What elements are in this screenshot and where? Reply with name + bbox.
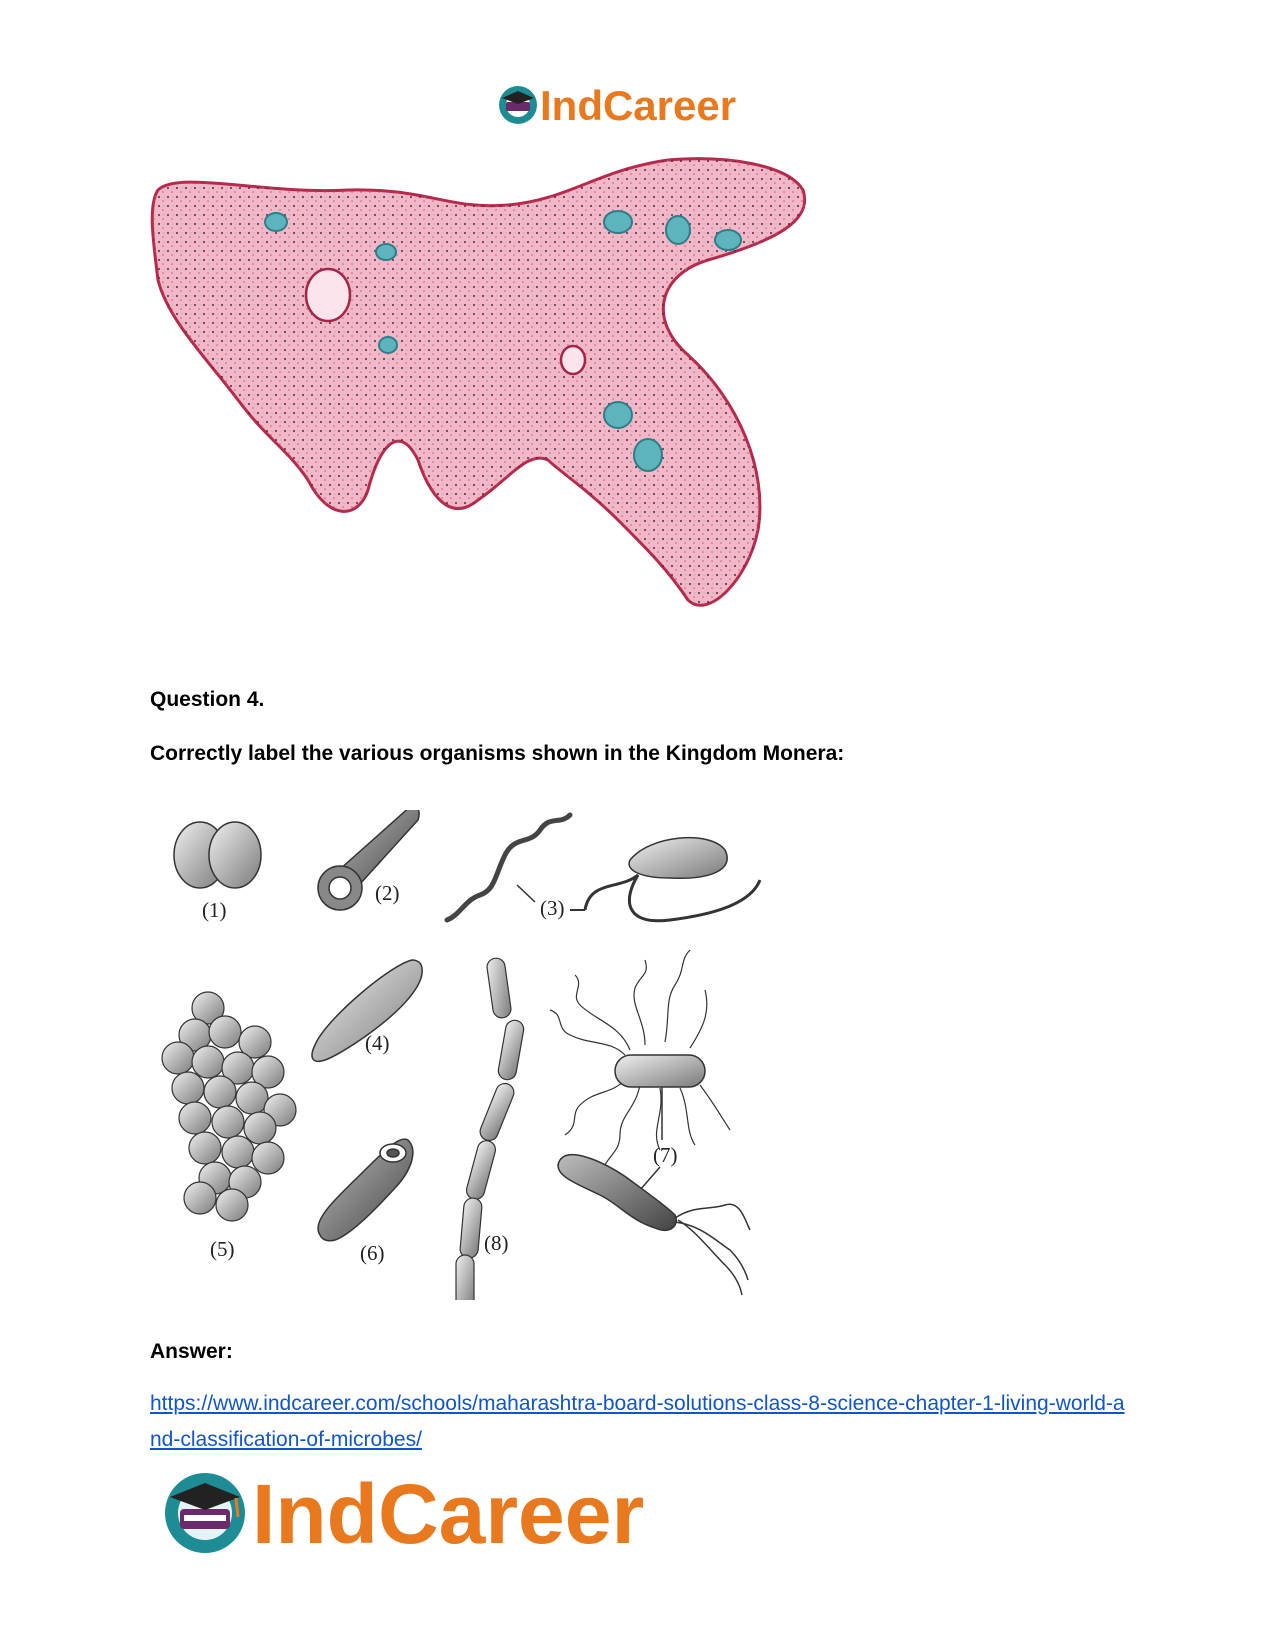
label-6: (6) (360, 1241, 385, 1265)
organism-7-vibrio (558, 1155, 750, 1295)
label-5: (5) (210, 1237, 235, 1261)
label-7: (7) (653, 1143, 678, 1167)
footer-logo-wordmark: IndCareer (252, 1467, 645, 1560)
organism-6-endospore (318, 1139, 413, 1241)
graduation-cap-icon (499, 86, 537, 124)
footer-logo (160, 1465, 700, 1560)
organism-5-staphylococcus (162, 992, 296, 1221)
label-1: (1) (202, 898, 227, 922)
header-logo (498, 80, 768, 130)
question-text: Correctly label the various organisms shown in the Kingdom Monera: (150, 742, 845, 765)
monera-illustration (150, 810, 810, 1300)
label-4: (4) (365, 1031, 390, 1055)
question-number: Question 4. (150, 688, 265, 711)
organism-2-bacillus-spore (318, 810, 419, 910)
label-3: (3) (540, 896, 565, 920)
logo-wordmark: IndCareer (540, 82, 737, 129)
organism-1-diplococcus (174, 822, 261, 888)
graduation-cap-icon (165, 1473, 245, 1553)
answer-label: Answer: (150, 1340, 233, 1363)
organism-3-vibrio-flagellate (570, 838, 760, 921)
label-2: (2) (375, 881, 400, 905)
label-8: (8) (484, 1231, 509, 1255)
amoeba-illustration (148, 150, 848, 650)
answer-link[interactable]: https://www.indcareer.com/schools/maharashtra-board-solutions-class-8-science-chapter-1-living-world-and-classification-of-microbes/ (150, 1392, 1125, 1451)
